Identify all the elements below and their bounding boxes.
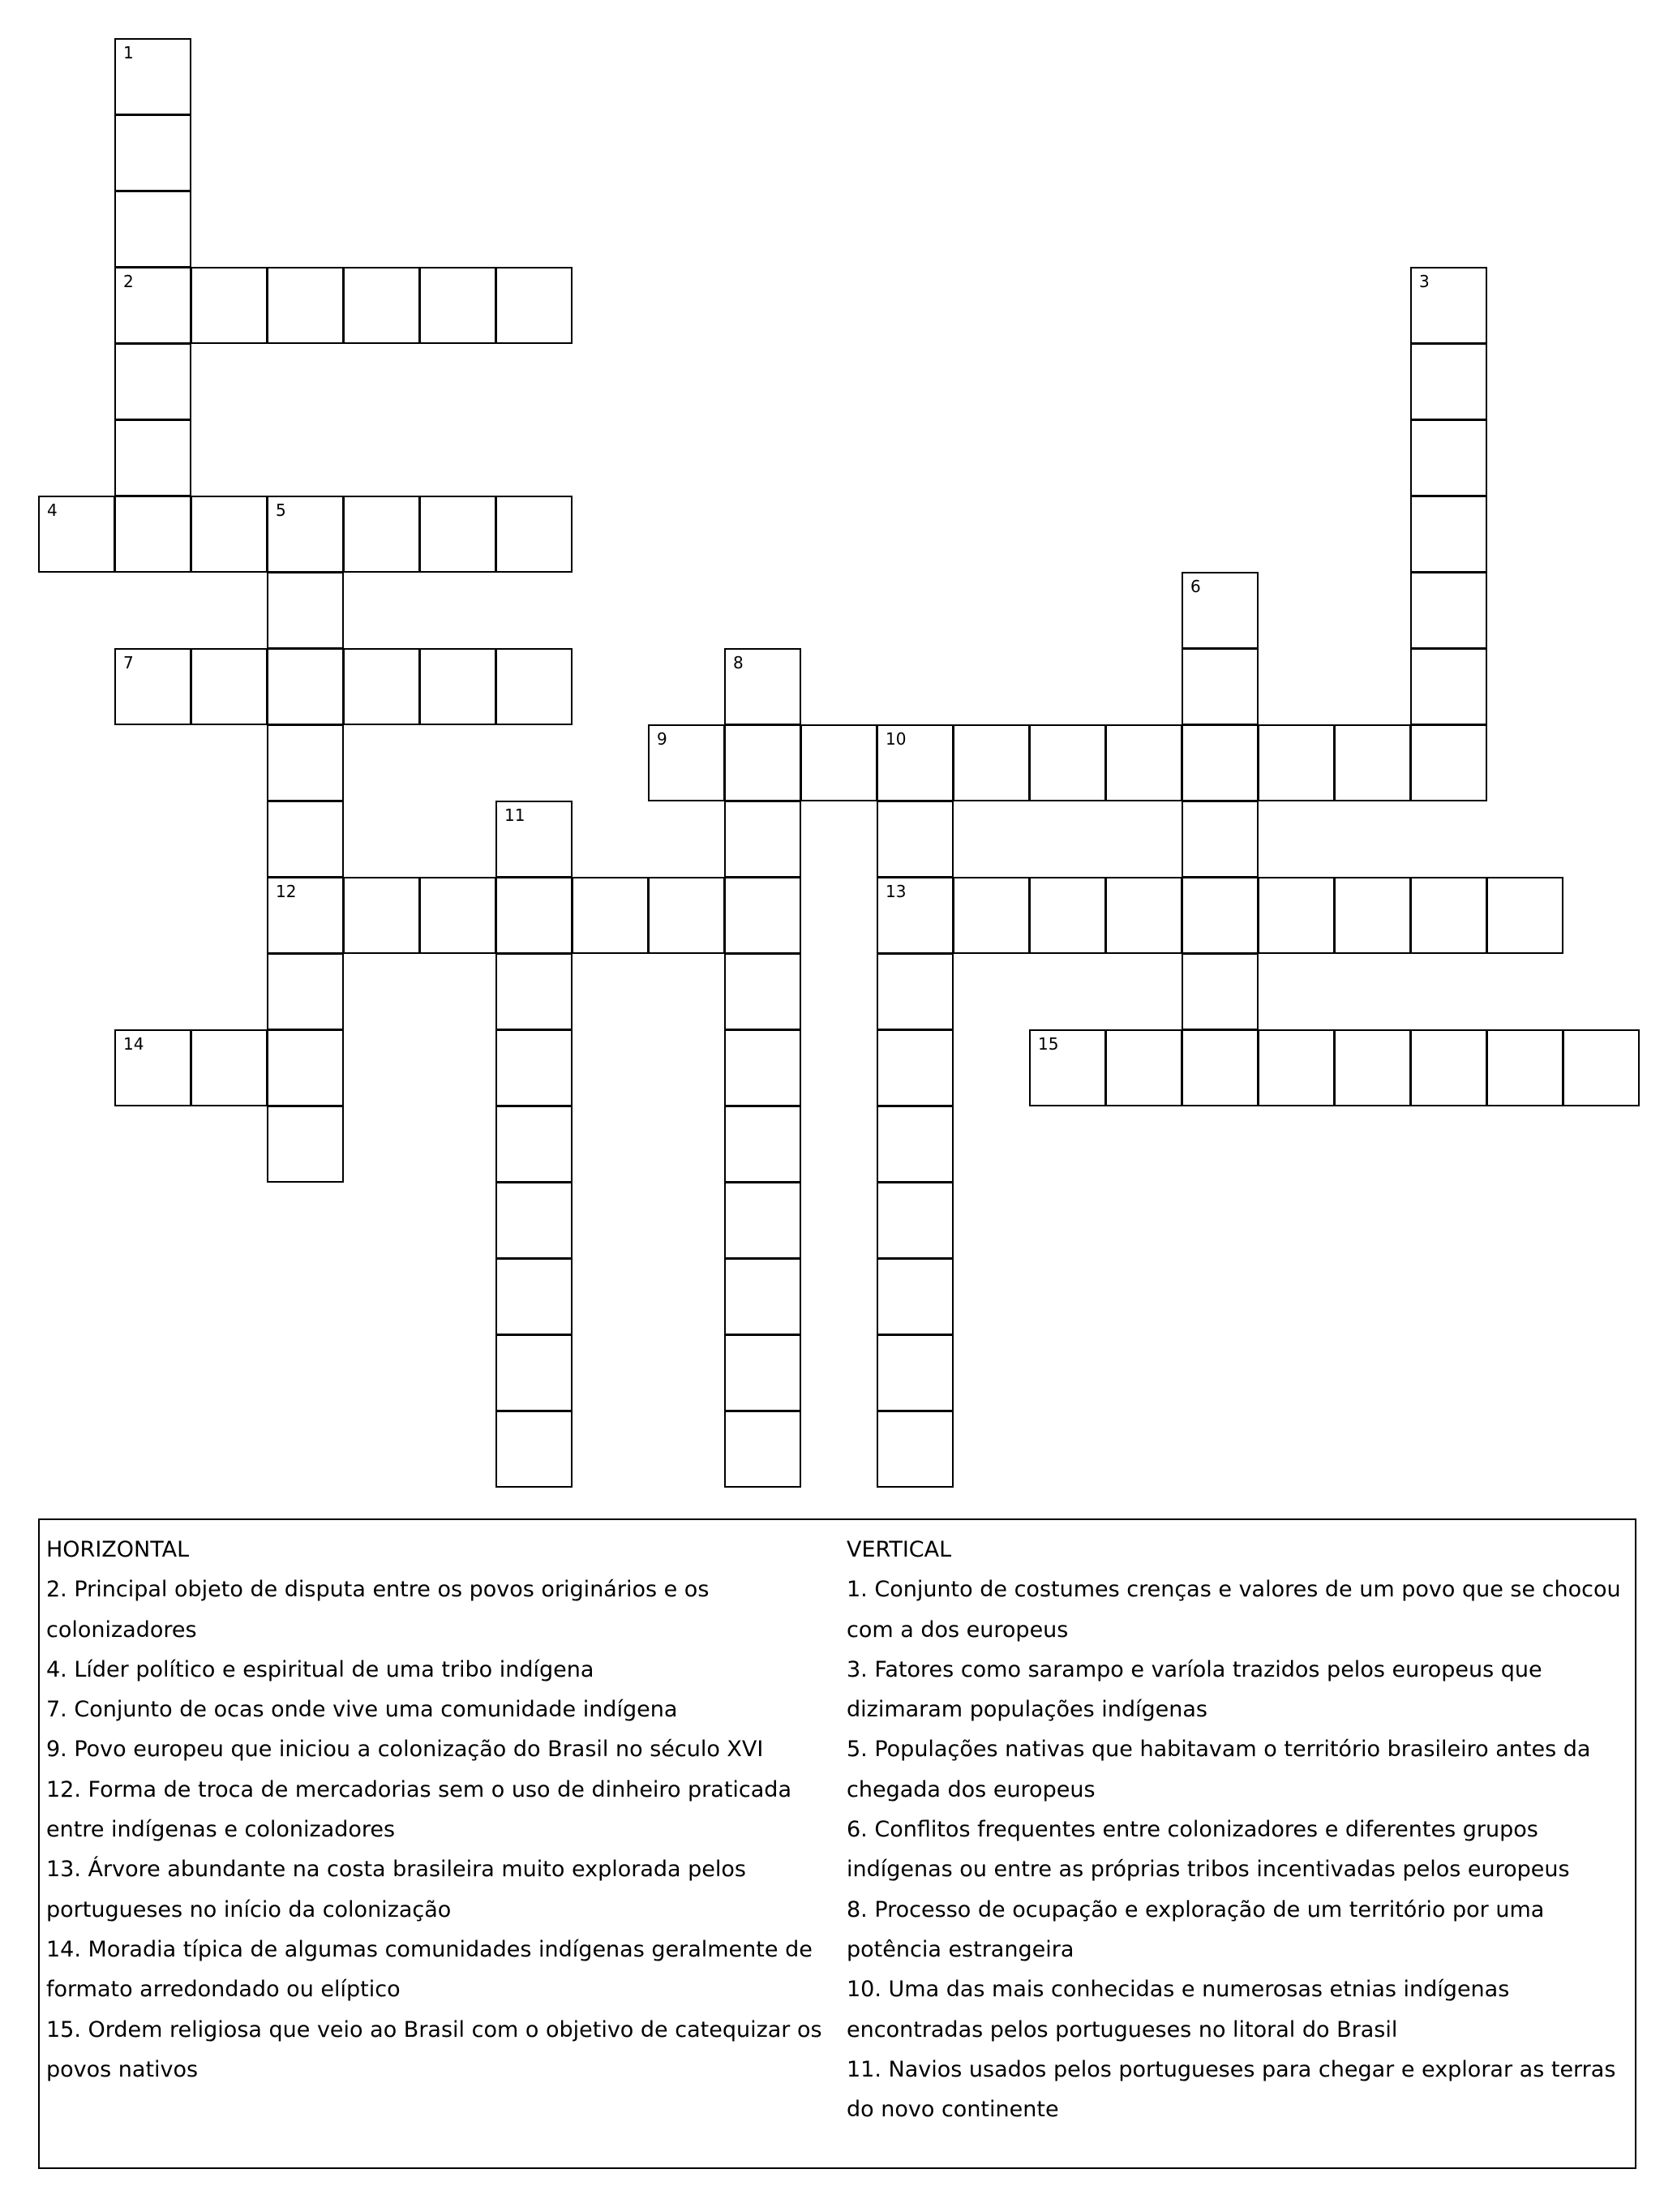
- crossword-cell[interactable]: [877, 1334, 954, 1411]
- crossword-cell[interactable]: [877, 801, 954, 878]
- crossword-cell[interactable]: [877, 1029, 954, 1106]
- crossword-cell[interactable]: [343, 267, 420, 344]
- crossword-cell[interactable]: [1410, 419, 1487, 496]
- crossword-cell[interactable]: [1105, 1029, 1182, 1106]
- crossword-cell[interactable]: [267, 496, 344, 573]
- clue-h-2: 2. Principal objeto de disputa entre os povos originários e os colonizadores: [46, 1577, 710, 1643]
- clue-h-7: 7. Conjunto de ocas onde vive uma comunidade indígena: [46, 1697, 678, 1723]
- crossword-cell[interactable]: [1029, 877, 1106, 954]
- crossword-cell[interactable]: [1410, 343, 1487, 420]
- clue-number-label: 12: [276, 882, 297, 901]
- crossword-cell[interactable]: [114, 1029, 191, 1106]
- crossword-cell[interactable]: [114, 191, 191, 268]
- clue-h-13: 13. Árvore abundante na costa brasileira muito explorada pelos portugueses no início da colonização: [46, 1857, 746, 1922]
- crossword-cell[interactable]: [495, 877, 573, 954]
- clue-h-12: 12. Forma de troca de mercadorias sem o uso de dinheiro praticada entre indígenas e colonizadores: [46, 1776, 791, 1843]
- crossword-cell[interactable]: [343, 648, 420, 725]
- clue-number-label: 11: [504, 805, 525, 825]
- crossword-cell[interactable]: [1410, 572, 1487, 649]
- crossword-cell[interactable]: [1182, 572, 1259, 649]
- crossword-cell[interactable]: [1182, 953, 1259, 1030]
- crossword-cell[interactable]: [724, 877, 801, 954]
- crossword-cell[interactable]: [1105, 877, 1182, 954]
- crossword-cell[interactable]: [1105, 724, 1182, 801]
- clue-number-label: 1: [123, 43, 134, 62]
- crossword-cell[interactable]: [724, 1106, 801, 1183]
- crossword-cell[interactable]: [648, 877, 725, 954]
- clue-number-label: 6: [1190, 577, 1201, 596]
- crossword-cell[interactable]: [267, 801, 344, 878]
- horizontal-title: HORIZONTAL: [46, 1537, 190, 1562]
- crossword-cell[interactable]: [724, 953, 801, 1030]
- crossword-cell[interactable]: [877, 1182, 954, 1259]
- crossword-cell[interactable]: [877, 877, 954, 954]
- crossword-cell[interactable]: [267, 724, 344, 801]
- clue-h-14: 14. Moradia típica de algumas comunidades indígenas geralmente de formato arredondado ou elíptico: [46, 1936, 813, 2003]
- crossword-cell[interactable]: [495, 1258, 573, 1335]
- crossword-cell[interactable]: [800, 724, 877, 801]
- crossword-cell[interactable]: [1029, 724, 1106, 801]
- crossword-cell[interactable]: [114, 114, 191, 191]
- crossword-cell[interactable]: [1182, 801, 1259, 878]
- crossword-cell[interactable]: [267, 572, 344, 649]
- crossword-cell[interactable]: [953, 877, 1030, 954]
- crossword-cell[interactable]: [1334, 1029, 1411, 1106]
- crossword-cell[interactable]: [1410, 267, 1487, 344]
- crossword-cell[interactable]: [877, 953, 954, 1030]
- vertical-title: VERTICAL: [847, 1537, 952, 1562]
- crossword-cell[interactable]: [495, 496, 573, 573]
- crossword-cell[interactable]: [724, 1411, 801, 1488]
- clue-v-8: 8. Processo de ocupação e exploração de um território por uma potência estrangeira: [847, 1896, 1545, 1962]
- crossword-cell[interactable]: [419, 267, 496, 344]
- clue-number-label: 14: [123, 1034, 144, 1054]
- clue-number-label: 4: [47, 500, 58, 520]
- crossword-cell[interactable]: [267, 1106, 344, 1183]
- crossword-cell[interactable]: [724, 1029, 801, 1106]
- crossword-cell[interactable]: [724, 1334, 801, 1411]
- crossword-cell[interactable]: [572, 877, 649, 954]
- crossword-cell[interactable]: [267, 267, 344, 344]
- clue-h-4: 4. Líder político e espiritual de uma tribo indígena: [46, 1656, 594, 1682]
- crossword-cell[interactable]: [724, 1182, 801, 1259]
- crossword-cell[interactable]: [1182, 724, 1259, 801]
- crossword-cell[interactable]: [877, 1258, 954, 1335]
- clue-v-6: 6. Conflitos frequentes entre colonizadores e diferentes grupos indígenas ou entre as próprias tribos incentivadas pelos europeus: [847, 1817, 1570, 1883]
- clue-v-11: 11. Navios usados pelos portugueses para chegar e explorar as terras do novo continente: [847, 2056, 1616, 2123]
- clue-number-label: 5: [276, 500, 286, 520]
- crossword-cell[interactable]: [495, 801, 573, 878]
- crossword-cell[interactable]: [495, 1411, 573, 1488]
- crossword-cell[interactable]: [1334, 877, 1411, 954]
- crossword-cell[interactable]: [114, 419, 191, 496]
- crossword-cell[interactable]: [495, 1029, 573, 1106]
- crossword-cell[interactable]: [191, 496, 268, 573]
- crossword-cell[interactable]: [877, 1106, 954, 1183]
- crossword-cell[interactable]: [724, 724, 801, 801]
- crossword-cell[interactable]: [1029, 1029, 1106, 1106]
- clue-number-label: 9: [657, 729, 667, 749]
- crossword-cell[interactable]: [1410, 496, 1487, 573]
- crossword-cell[interactable]: [1182, 648, 1259, 725]
- crossword-cell[interactable]: [419, 877, 496, 954]
- crossword-cell[interactable]: [495, 1334, 573, 1411]
- crossword-cell[interactable]: [267, 953, 344, 1030]
- crossword-cell[interactable]: [191, 267, 268, 344]
- clue-number-label: 7: [123, 653, 134, 672]
- crossword-cell[interactable]: [114, 648, 191, 725]
- clue-number-label: 2: [123, 272, 134, 291]
- crossword-cell[interactable]: [1486, 1029, 1563, 1106]
- crossword-cell[interactable]: [267, 648, 344, 725]
- crossword-cell[interactable]: [877, 1411, 954, 1488]
- crossword-cell[interactable]: [877, 724, 954, 801]
- crossword-cell[interactable]: [1258, 1029, 1335, 1106]
- crossword-cell[interactable]: [419, 648, 496, 725]
- crossword-cell[interactable]: [114, 38, 191, 115]
- crossword-cell[interactable]: [648, 724, 725, 801]
- clue-number-label: 3: [1419, 272, 1430, 291]
- clue-number-label: 13: [886, 882, 907, 901]
- clue-v-3: 3. Fatores como sarampo e varíola trazidos pelos europeus que dizimaram populações indígenas: [847, 1656, 1542, 1723]
- crossword-cell[interactable]: [495, 1106, 573, 1183]
- crossword-cell[interactable]: [495, 267, 573, 344]
- crossword-cell[interactable]: [419, 496, 496, 573]
- crossword-cell[interactable]: [343, 877, 420, 954]
- clue-v-5: 5. Populações nativas que habitavam o território brasileiro antes da chegada dos europeus: [847, 1737, 1591, 1802]
- crossword-cell[interactable]: [1410, 724, 1487, 801]
- crossword-cell[interactable]: [1258, 877, 1335, 954]
- clue-number-label: 10: [886, 729, 907, 749]
- crossword-cell[interactable]: [114, 267, 191, 344]
- crossword-cell[interactable]: [1563, 1029, 1640, 1106]
- crossword-cell[interactable]: [1410, 1029, 1487, 1106]
- crossword-cell[interactable]: [1410, 877, 1487, 954]
- clue-v-10: 10. Uma das mais conhecidas e numerosas etnias indígenas encontradas pelos portugueses no litoral do Brasil: [847, 1977, 1510, 2042]
- crossword-cell[interactable]: [495, 648, 573, 725]
- clues-box: [38, 1518, 1636, 2169]
- crossword-cell[interactable]: [191, 1029, 268, 1106]
- crossword-cell[interactable]: [724, 1258, 801, 1335]
- crossword-cell[interactable]: [267, 1029, 344, 1106]
- clue-number-label: 8: [733, 653, 744, 672]
- crossword-cell[interactable]: [1334, 724, 1411, 801]
- crossword-cell[interactable]: [114, 496, 191, 573]
- crossword-cell[interactable]: [1182, 1029, 1259, 1106]
- clue-h-9: 9. Povo europeu que iniciou a colonização do Brasil no século XVI: [46, 1737, 764, 1763]
- crossword-cell[interactable]: [724, 648, 801, 725]
- crossword-cell[interactable]: [191, 648, 268, 725]
- crossword-cell[interactable]: [495, 953, 573, 1030]
- clue-number-label: 15: [1038, 1034, 1059, 1054]
- crossword-cell[interactable]: [495, 1182, 573, 1259]
- crossword-cell[interactable]: [343, 496, 420, 573]
- crossword-cell[interactable]: [1258, 724, 1335, 801]
- crossword-cell[interactable]: [1182, 877, 1259, 954]
- crossword-cell[interactable]: [724, 801, 801, 878]
- horizontal-clues: [46, 1530, 833, 2090]
- crossword-cell[interactable]: [114, 343, 191, 420]
- crossword-cell[interactable]: [1410, 648, 1487, 725]
- clue-v-1: 1. Conjunto de costumes crenças e valores de um povo que se chocou com a dos europeus: [847, 1577, 1621, 1643]
- crossword-cell[interactable]: [267, 877, 344, 954]
- crossword-cell[interactable]: [953, 724, 1030, 801]
- clue-h-15: 15. Ordem religiosa que veio ao Brasil com o objetivo de catequizar os povos nativos: [46, 2017, 822, 2082]
- crossword-cell[interactable]: [1486, 877, 1563, 954]
- vertical-clues: [847, 1530, 1629, 2129]
- crossword-cell[interactable]: [38, 496, 115, 573]
